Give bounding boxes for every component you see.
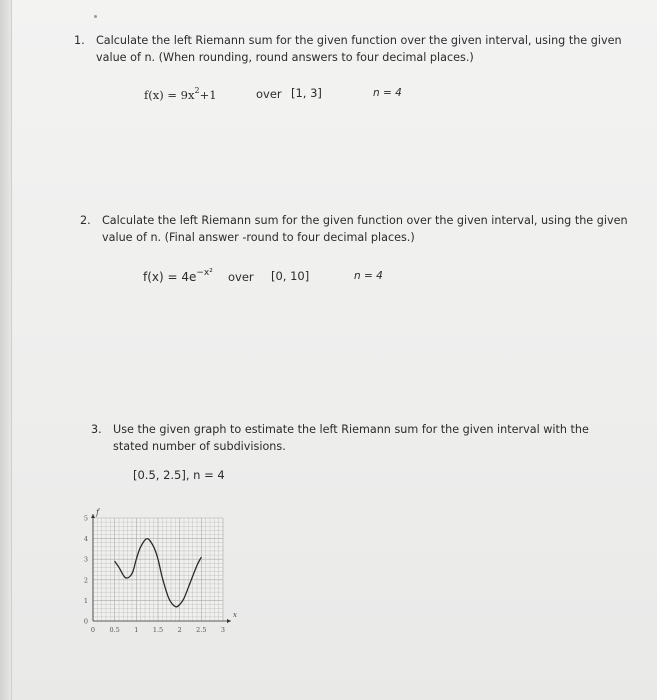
curve-point xyxy=(153,546,154,547)
curve-point xyxy=(140,546,141,547)
riemann-graph xyxy=(76,508,236,638)
x-tick-label: 3 xyxy=(220,626,226,634)
question-1-over: over xyxy=(256,87,282,101)
curve-point xyxy=(184,598,185,599)
x-axis-label: x xyxy=(233,611,237,619)
question-3 xyxy=(91,421,641,455)
curve-point xyxy=(179,604,180,605)
question-2-number: 2. xyxy=(80,214,91,227)
question-2-n: n = 4 xyxy=(354,270,383,282)
question-3-line2: stated number of subdivisions. xyxy=(113,440,286,453)
x-tick-label: 2.5 xyxy=(196,626,207,634)
curve-point xyxy=(125,577,126,578)
question-1-line1: Calculate the left Riemann sum for the given function over the given interval, using the given xyxy=(96,34,622,47)
question-2-over: over xyxy=(228,270,254,284)
x-tick-label: 2 xyxy=(177,626,182,634)
curve-point xyxy=(201,557,202,558)
question-3-line1: Use the given graph to estimate the left Riemann sum for the given interval with the xyxy=(113,423,589,436)
x-axis-arrow xyxy=(227,619,231,623)
curve-point xyxy=(132,573,133,574)
y-tick-label: 1 xyxy=(83,596,88,605)
curve-point xyxy=(175,606,176,607)
question-2 xyxy=(80,212,640,246)
question-1-function-rest: +1 xyxy=(199,88,217,102)
question-2-interval: [0, 10] xyxy=(271,269,310,283)
x-tick-label: 0 xyxy=(90,626,96,634)
curve-point xyxy=(114,561,115,562)
question-3-number: 3. xyxy=(91,423,102,436)
curve-point xyxy=(147,538,148,539)
y-tick-label: 2 xyxy=(83,576,88,585)
page-mark xyxy=(94,15,97,18)
curve-point xyxy=(162,577,163,578)
question-1-n: n = 4 xyxy=(373,87,402,99)
question-1 xyxy=(74,32,634,66)
question-1-number: 1. xyxy=(74,34,85,47)
question-1-function xyxy=(144,86,217,102)
curve-point xyxy=(158,559,159,560)
y-axis-label: f xyxy=(96,508,99,517)
question-1-interval: [1, 3] xyxy=(291,86,322,100)
y-axis-arrow xyxy=(91,514,95,518)
curve-point xyxy=(119,567,120,568)
curve-point xyxy=(136,559,137,560)
x-tick-label: 1 xyxy=(134,626,139,634)
question-2-function-lhs: f(x) = 4e xyxy=(143,270,197,284)
x-tick-label: 0.5 xyxy=(109,626,120,634)
curve-point xyxy=(168,598,169,599)
question-3-interval-n: [0.5, 2.5], n = 4 xyxy=(133,468,225,482)
curve-point xyxy=(190,581,191,582)
question-2-line1: Calculate the left Riemann sum for the given function over the given interval, using the given xyxy=(102,214,628,227)
y-tick-label: 5 xyxy=(83,514,88,523)
curve-point xyxy=(197,565,198,566)
question-2-line2: value of n. (Final answer -round to four decimal places.) xyxy=(102,231,415,244)
question-2-function-exponent: −x² xyxy=(196,268,213,278)
question-1-function-exponent: 2 xyxy=(194,86,200,95)
question-2-function xyxy=(143,268,213,284)
question-1-line2: value of n. (When rounding, round answers to four decimal places.) xyxy=(96,51,474,64)
question-1-function-lhs: f(x) = 9x xyxy=(144,88,195,102)
y-tick-label: 4 xyxy=(83,535,88,544)
page-edge xyxy=(0,0,12,700)
y-tick-label: 3 xyxy=(83,555,88,564)
x-tick-label: 1.5 xyxy=(152,626,164,634)
y-tick-label: 0 xyxy=(83,617,88,626)
